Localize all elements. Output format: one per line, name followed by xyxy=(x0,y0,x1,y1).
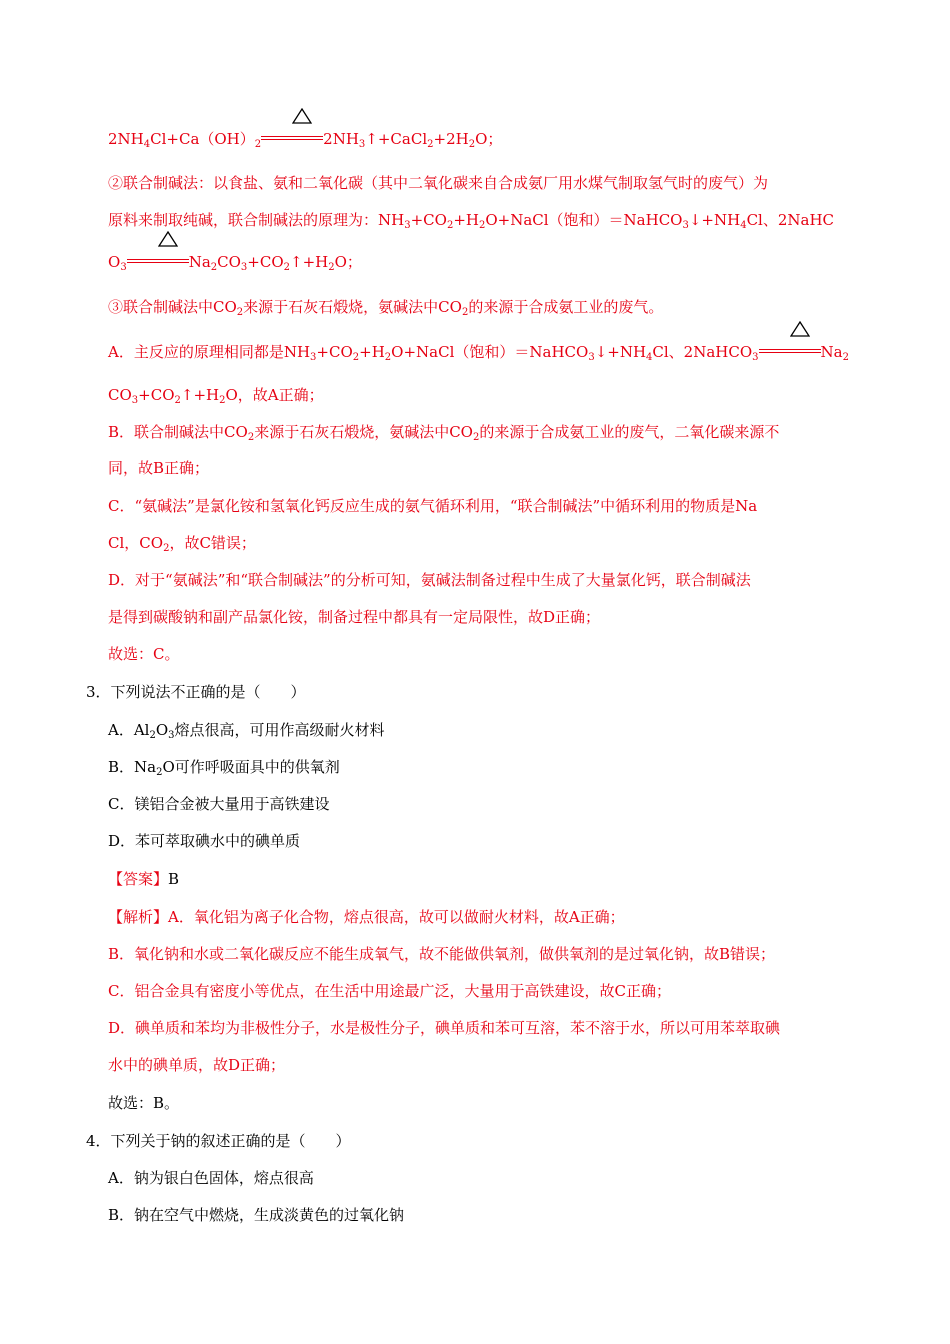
text-line: ③联合制碱法中$CO_2$来源于石灰石煅烧，氨碱法中$CO_2$的来源于合成氨工业的废气。 xyxy=(108,298,664,318)
question-4-option-a: A．钠为银白色固体，熔点很高 xyxy=(108,1169,314,1187)
text-line: ②联合制碱法：以食盐、氨和二氧化碳（其中二氧化碳来自合成氨厂用水煤气制取氢气时的废气）为 xyxy=(108,174,769,192)
question-3-analysis-c: C．铝合金具有密度小等优点，在生活中用途最广泛，大量用于高铁建设，故C正确； xyxy=(108,982,671,1000)
text-line: $CO_3+CO_2↑+H_2O$，故A正确； xyxy=(108,386,324,406)
text-line: Cl，$CO_2$，故C错误； xyxy=(108,534,256,554)
question-3-option-d: D．苯可萃取碘水中的碘单质 xyxy=(108,832,301,850)
heat-condition-sign xyxy=(759,341,821,363)
question-3-option-c: C．镁铝合金被大量用于高铁建设 xyxy=(108,795,330,813)
option-analysis-d: D．对于“氨碱法”和“联合制碱法”的分析可知，氨碱法制备过程中生成了大量氯化钙，联合制碱法 xyxy=(108,571,751,589)
text-line: 原料来制取纯碱，联合制碱法的原理为：$NH_3+CO_2+H_2O+NaCl$（饱和）$=NaHCO_3↓+NH_4Cl$、2NaHC xyxy=(108,211,835,231)
conclusion: 故选：C。 xyxy=(108,645,180,663)
question-3-option-a: A．$Al_2O_3$熔点很高，可用作高级耐火材料 xyxy=(108,721,385,741)
question-3-analysis-b: B．氧化钠和水或二氧化碳反应不能生成氧气，故不能做供氧剂，做供氧剂的是过氧化钠，故B错误； xyxy=(108,945,776,963)
equation-ammonia-preparation: $2NH_4Cl+Ca(OH)_2$ $2NH_3↑+CaCl_2+2H_2O$； xyxy=(108,128,502,150)
question-4-option-b: B．钠在空气中燃烧，生成淡黄色的过氧化钠 xyxy=(108,1206,405,1224)
text-line: 同，故B正确； xyxy=(108,459,210,477)
question-3-analysis-d: D．碘单质和苯均为非极性分子，水是极性分子，碘单质和苯可互溶，苯不溶于水，所以可用苯萃取碘 xyxy=(108,1019,781,1037)
text-line: 是得到碳酸钠和副产品氯化铵，制备过程中都具有一定局限性，故D正确； xyxy=(108,608,601,626)
option-analysis-b: B．联合制碱法中$CO_2$来源于石灰石煅烧，氨碱法中$CO_2$的来源于合成氨工业的废气，二氧化碳来源不 xyxy=(108,423,780,443)
question-4-stem: 4．下列关于钠的叙述正确的是（ ） xyxy=(86,1132,351,1150)
option-analysis-a: A．主反应的原理相同都是$NH_3+CO_2+H_2O+NaCl$（饱和）$=NaHCO_3↓+NH_4Cl$、2NaHCO$_3$ $Na_2$ xyxy=(108,341,849,363)
question-3-analysis-a: 【解析】A．氧化铝为离子化合物，熔点很高，故可以做耐火材料，故A正确； xyxy=(108,908,625,926)
question-3-answer: 【答案】B xyxy=(108,870,180,888)
heat-condition-sign xyxy=(261,128,323,150)
question-3-stem: 3．下列说法不正确的是（ ） xyxy=(86,683,306,701)
question-3-conclusion: 故选：B。 xyxy=(108,1094,180,1112)
option-analysis-c: C．“氨碱法”是氯化铵和氢氧化钙反应生成的氨气循环利用，“联合制碱法”中循环利用的物质是Na xyxy=(108,497,758,515)
question-3-option-b: B．$Na_2O$可作呼吸面具中的供氧剂 xyxy=(108,758,340,778)
text-line: 水中的碘单质，故D正确； xyxy=(108,1056,286,1074)
equation-bicarbonate-decomposition: $O_3$ $Na_2CO_3+CO_2↑+H_2O$； xyxy=(108,251,362,273)
heat-condition-sign xyxy=(127,251,189,273)
